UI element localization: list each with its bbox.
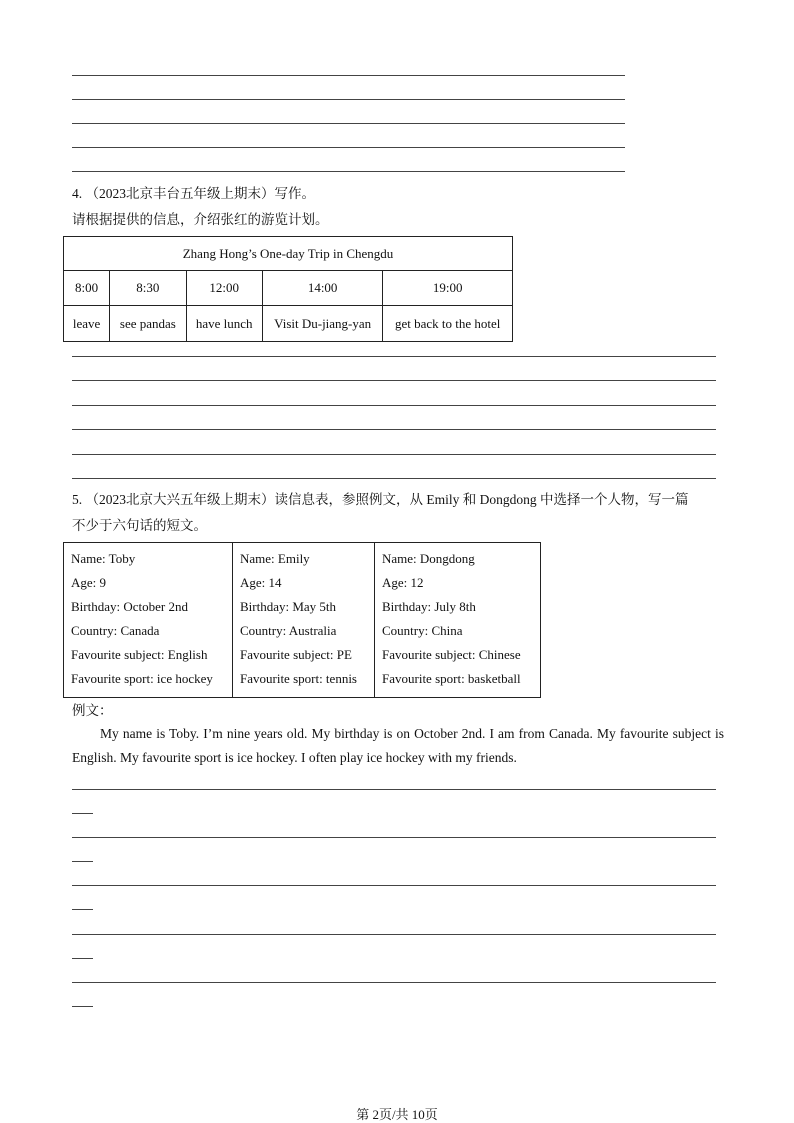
trip-table-title: Zhang Hong’s One-day Trip in Chengdu	[64, 237, 513, 271]
writing-line	[72, 454, 716, 455]
question-5-heading-cont: 不少于六句话的短文。	[72, 518, 207, 533]
info-line: Age: 9	[71, 575, 107, 590]
writing-line	[72, 789, 716, 790]
writing-line	[72, 147, 625, 148]
activity-cell: Visit Du-jiang-yan	[262, 306, 383, 342]
page-footer: 第 2页/共 10页	[356, 1107, 438, 1122]
info-line: Favourite subject: English	[71, 647, 208, 662]
writing-line	[72, 885, 716, 886]
question-4-instruction: 请根据提供的信息，介绍张红的游览计划。	[72, 212, 329, 227]
info-line: Favourite sport: basketball	[382, 671, 521, 686]
info-line: Birthday: October 2nd	[71, 599, 188, 614]
writing-line	[72, 478, 716, 479]
info-table	[63, 542, 541, 698]
writing-line	[72, 380, 716, 381]
time-cell: 12:00	[186, 271, 262, 306]
writing-line	[72, 429, 716, 430]
info-line: Age: 12	[382, 575, 424, 590]
writing-line	[72, 123, 625, 124]
writing-line	[72, 405, 716, 406]
time-cell: 14:00	[262, 271, 383, 306]
writing-line	[72, 356, 716, 357]
writing-line-short	[72, 958, 93, 959]
info-line: Age: 14	[240, 575, 282, 590]
writing-line-short	[72, 861, 93, 862]
info-line: Name: Emily	[240, 551, 310, 566]
info-line: Country: Australia	[240, 623, 337, 638]
trip-table	[63, 236, 513, 342]
writing-line-short	[72, 1006, 93, 1007]
writing-line-short	[72, 813, 93, 814]
writing-line-short	[72, 909, 93, 910]
info-line: Favourite sport: ice hockey	[71, 671, 213, 686]
info-line: Country: Canada	[71, 623, 160, 638]
writing-line	[72, 99, 625, 100]
question-number: 4.	[72, 186, 83, 201]
writing-line	[72, 75, 625, 76]
writing-line	[72, 982, 716, 983]
activity-cell: have lunch	[186, 306, 262, 342]
example-label: 例文：	[72, 703, 113, 718]
time-cell: 8:00	[64, 271, 110, 306]
writing-line	[72, 171, 625, 172]
activity-cell: see pandas	[110, 306, 186, 342]
info-line: Name: Toby	[71, 551, 136, 566]
person-column-dongdong	[375, 543, 541, 698]
question-4-heading	[72, 182, 315, 202]
person-column-toby	[64, 543, 233, 698]
question-source: （2023北京丰台五年级上期末）写作。	[85, 186, 315, 201]
person-column-emily	[233, 543, 375, 698]
question-5-heading	[72, 488, 689, 508]
writing-line	[72, 837, 716, 838]
info-line: Favourite subject: Chinese	[382, 647, 521, 662]
info-line: Favourite sport: tennis	[240, 671, 357, 686]
info-line: Name: Dongdong	[382, 551, 475, 566]
info-line: Birthday: July 8th	[382, 599, 476, 614]
info-line: Favourite subject: PE	[240, 647, 352, 662]
info-line: Country: China	[382, 623, 463, 638]
activity-cell: leave	[64, 306, 110, 342]
question-number: 5.	[72, 492, 83, 507]
question-source: （2023北京大兴五年级上期末）读信息表，参照例文，从 Emily 和 Dongdong 中选择一个人物，写一篇	[85, 492, 689, 507]
time-cell: 8:30	[110, 271, 186, 306]
writing-line	[72, 934, 716, 935]
example-text: My name is Toby. I’m nine years old. My birthday is on October 2nd. I am from Canada. My favourite subject is English. My favourite sport is ice hockey. I often play ice hockey with my friends.	[72, 726, 724, 765]
activity-cell: get back to the hotel	[383, 306, 513, 342]
time-cell: 19:00	[383, 271, 513, 306]
info-line: Birthday: May 5th	[240, 599, 337, 614]
